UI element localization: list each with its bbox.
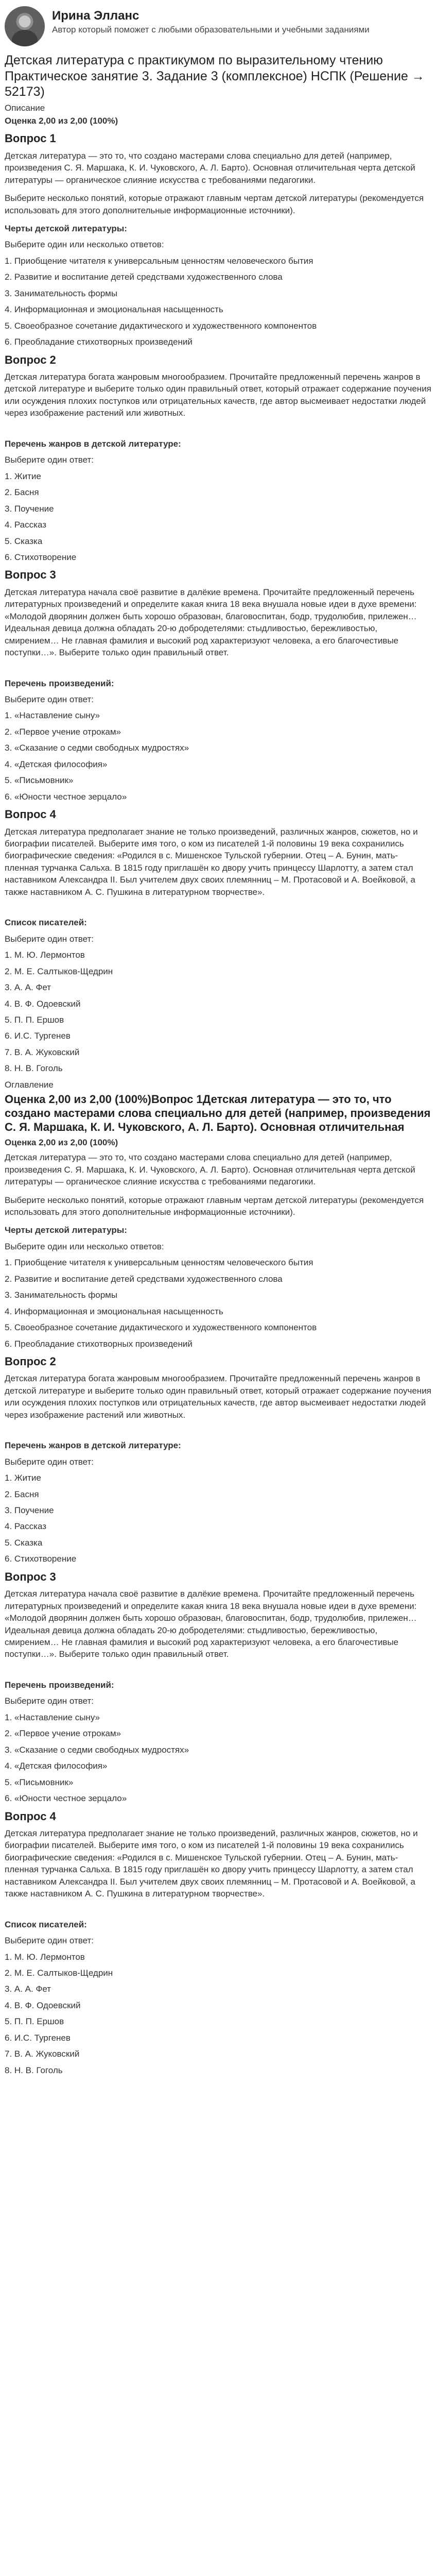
outline-section-title[interactable]: Оценка 2,00 из 2,00 (100%)Вопрос 1Детская литература — это то, что создано мастерами слова специально для детей (например, произведения С. Я. Маршака, К. И. Чуковского, А. Л. Барто). Основная отличительная bbox=[5, 1093, 431, 1133]
option-item: 6. Стихотворение bbox=[5, 1554, 77, 1564]
option-item: 4. Рассказ bbox=[5, 1521, 46, 1532]
author-card bbox=[5, 6, 431, 46]
option-item: 6. «Юности честное зерцало» bbox=[5, 791, 127, 802]
option-item: 3. «Сказание о седми свободных мудростях» bbox=[5, 743, 189, 753]
question-title: Вопрос 2 bbox=[5, 353, 56, 366]
options-prompt: Выберите один ответ: bbox=[5, 934, 94, 944]
option-item: 6. «Юности честное зерцало» bbox=[5, 1793, 127, 1804]
spacer bbox=[5, 1667, 431, 1674]
question-instruction: Выберите несколько понятий, которые отражают главным чертам детской литературы (рекомендуется использовать для этого дополнительные информационные источники). bbox=[5, 1195, 424, 1217]
option-item: 5. Сказка bbox=[5, 1537, 43, 1548]
option-item: 4. Рассказ bbox=[5, 520, 46, 530]
option-item: 6. Преобладание стихотворных произведений bbox=[5, 337, 193, 347]
options-list bbox=[5, 255, 431, 348]
avatar[interactable] bbox=[5, 6, 45, 46]
options-list bbox=[5, 709, 431, 803]
option-item: 4. «Детская философия» bbox=[5, 759, 108, 769]
option-item: 5. Своеобразное сочетание дидактического и художественного компонентов bbox=[5, 1323, 317, 1333]
page-title: Детская литература с практикумом по выразительному чтению Практическое занятие 3. Задание 3 (комплексное) НСПК (Решение → 52173) bbox=[5, 53, 425, 99]
options-heading: Перечень жанров в детской литературе: bbox=[5, 438, 181, 449]
options-heading: Перечень произведений: bbox=[5, 1680, 114, 1690]
question-text: Детская литература богата жанровым многообразием. Прочитайте предложенный перечень жанров в детской литературе и выберите только один правильный ответ, который отражает содержание поучения или осуждения плохих поступков или отрицательных качеств, где автор высмеивает недостатки людей через изображение растений или животных. bbox=[5, 372, 431, 418]
question-block bbox=[5, 807, 431, 1075]
question-block bbox=[5, 352, 431, 564]
option-item: 2. Развитие и воспитание детей средствами художественного слова bbox=[5, 1274, 283, 1284]
question-title: Вопрос 1 bbox=[5, 132, 56, 145]
options-list bbox=[5, 470, 431, 564]
author-description: Автор который поможет с любыми образовательными и учебными заданиями bbox=[52, 25, 370, 35]
question-block bbox=[5, 1151, 431, 1350]
question-text: Детская литература — это то, что создано мастерами слова специально для детей (например, произведения С. Я. Маршака, К. И. Чуковского, А. Л. Барто). Основная отличительная черта детской литературы — органическое слияние искусства с требованиями педагогики. bbox=[5, 1153, 415, 1187]
question-block bbox=[5, 1569, 431, 1805]
option-item: 3. Поучение bbox=[5, 1505, 54, 1516]
option-item: 3. Поучение bbox=[5, 503, 54, 514]
options-prompt: Выберите один ответ: bbox=[5, 694, 94, 704]
option-item: 4. «Детская философия» bbox=[5, 1761, 108, 1771]
spacer bbox=[5, 1427, 431, 1434]
option-item: 1. Приобщение читателя к универсальным ценностям человеческого бытия bbox=[5, 256, 313, 266]
spacer bbox=[5, 665, 431, 672]
option-item: 5. Своеобразное сочетание дидактического и художественного компонентов bbox=[5, 320, 317, 331]
question-instruction: Выберите несколько понятий, которые отражают главным чертам детской литературы (рекомендуется использовать для этого дополнительные информационные источники). bbox=[5, 193, 424, 215]
option-item: 6. И.С. Тургенев bbox=[5, 1031, 71, 1041]
options-heading: Черты детской литературы: bbox=[5, 1225, 127, 1235]
question-title: Вопрос 4 bbox=[5, 1809, 56, 1823]
options-prompt: Выберите один ответ: bbox=[5, 1936, 94, 1946]
option-item: 2. Басня bbox=[5, 1489, 39, 1499]
option-item: 1. Житие bbox=[5, 1473, 41, 1483]
description-label: Описание bbox=[5, 103, 45, 113]
option-item: 1. Приобщение читателя к универсальным ценностям человеческого бытия bbox=[5, 1258, 313, 1268]
options-list bbox=[5, 1951, 431, 2077]
outline-label: Оглавление bbox=[5, 1079, 54, 1090]
option-item: 6. Стихотворение bbox=[5, 552, 77, 562]
question-block bbox=[5, 1809, 431, 2077]
option-item: 4. В. Ф. Одоевский bbox=[5, 2000, 81, 2010]
options-heading: Черты детской литературы: bbox=[5, 224, 127, 234]
options-prompt: Выберите один или несколько ответов: bbox=[5, 1241, 164, 1251]
question-block bbox=[5, 567, 431, 803]
option-item: 5. «Письмовник» bbox=[5, 1777, 74, 1787]
question-title: Вопрос 3 bbox=[5, 568, 56, 582]
option-item: 6. И.С. Тургенев bbox=[5, 2032, 71, 2043]
option-item: 5. П. П. Ершов bbox=[5, 1014, 64, 1025]
spacer bbox=[5, 1906, 431, 1913]
options-prompt: Выберите один ответ: bbox=[5, 455, 94, 465]
score-line: Оценка 2,00 из 2,00 (100%) bbox=[5, 1137, 118, 1147]
question-block bbox=[5, 131, 431, 348]
question-text: Детская литература предполагает знание не только произведений, различных жанров, сюжетов, но и биографии писателей. Выберите имя того, о ком из писателей 1-й половины 19 века сохранились биографические сведения: «Родился в с. Мишенское Тульской губернии. Отец – А. Бунин, мать-пленная турчанка Сальха. В 1815 году приглашён ко двору учить принцессу Шарлотту, а затем стал наставником Александра II. Был учителем двух своих племянниц – М. Протасовой и А. Воейковой, а также наставником А. С. Пушкина в литературном творчестве». bbox=[5, 1828, 418, 1899]
option-item: 2. Развитие и воспитание детей средствами художественного слова bbox=[5, 272, 283, 282]
option-item: 2. «Первое учение отрокам» bbox=[5, 1728, 121, 1739]
option-item: 2. «Первое учение отрокам» bbox=[5, 726, 121, 737]
option-item: 1. Житие bbox=[5, 471, 41, 481]
option-item: 7. В. А. Жуковский bbox=[5, 1047, 80, 1057]
option-item: 5. Сказка bbox=[5, 536, 43, 546]
option-item: 5. П. П. Ершов bbox=[5, 2016, 64, 2027]
option-item: 8. Н. В. Гоголь bbox=[5, 2065, 63, 2075]
option-item: 7. В. А. Жуковский bbox=[5, 2049, 80, 2059]
option-item: 1. М. Ю. Лермонтов bbox=[5, 1952, 85, 1962]
option-item: 1. «Наставление сыну» bbox=[5, 710, 100, 721]
option-item: 3. «Сказание о седми свободных мудростях» bbox=[5, 1744, 189, 1755]
option-item: 8. Н. В. Гоголь bbox=[5, 1063, 63, 1074]
option-item: 3. Занимательность формы bbox=[5, 288, 118, 298]
options-prompt: Выберите один или несколько ответов: bbox=[5, 240, 164, 250]
options-list bbox=[5, 1257, 431, 1350]
option-item: 1. М. Ю. Лермонтов bbox=[5, 950, 85, 960]
option-item: 4. В. Ф. Одоевский bbox=[5, 998, 81, 1009]
options-prompt: Выберите один ответ: bbox=[5, 1456, 94, 1467]
author-info bbox=[52, 6, 370, 36]
author-name[interactable]: Ирина Элланс bbox=[52, 9, 139, 23]
option-item: 5. «Письмовник» bbox=[5, 775, 74, 786]
question-text: Детская литература начала своё развитие в далёкие времена. Прочитайте предложенный перечень литературных произведений и определите какая книга 18 века внушала новые идеи в духе времени: «Молодой дворянин должен быть хорошо образован, благовоспитан, бодр, трудолюбив, прилежен… Идеальная девица должна обладать 20-ю добродетелями: стыдливостью, бережливостью, смирением… Не главная фамилия и высокий род характеризуют человека, а его благочестивые поступки…». Выберите только один правильный ответ. bbox=[5, 587, 417, 658]
question-block bbox=[5, 1354, 431, 1565]
options-prompt: Выберите один ответ: bbox=[5, 1696, 94, 1706]
option-item: 1. «Наставление сыну» bbox=[5, 1712, 100, 1722]
option-item: 3. Занимательность формы bbox=[5, 1290, 118, 1300]
question-text: Детская литература богата жанровым многообразием. Прочитайте предложенный перечень жанров в детской литературе и выберите только один правильный ответ, который отражает содержание поучения или осуждения плохих поступков или отрицательных качеств, где автор высмеивает недостатки людей через изображение растений или животных. bbox=[5, 1374, 431, 1420]
question-title: Вопрос 3 bbox=[5, 1570, 56, 1583]
options-list bbox=[5, 949, 431, 1075]
option-item: 3. А. А. Фет bbox=[5, 982, 51, 993]
question-title: Вопрос 2 bbox=[5, 1355, 56, 1368]
option-item: 6. Преобладание стихотворных произведений bbox=[5, 1338, 193, 1349]
option-item: 4. Информационная и эмоциональная насыщенность bbox=[5, 1306, 223, 1316]
option-item: 3. А. А. Фет bbox=[5, 1984, 51, 1994]
option-item: 2. М. Е. Салтыков-Щедрин bbox=[5, 1968, 113, 1978]
options-list bbox=[5, 1472, 431, 1565]
question-title: Вопрос 4 bbox=[5, 808, 56, 821]
spacer bbox=[5, 426, 431, 433]
option-item: 2. Басня bbox=[5, 487, 39, 498]
option-item: 2. М. Е. Салтыков-Щедрин bbox=[5, 966, 113, 976]
question-text: Детская литература — это то, что создано мастерами слова специально для детей (например, произведения С. Я. Маршака, К. И. Чуковского, А. Л. Барто). Основная отличительная черта детской литературы — органическое слияние искусства с требованиями педагогики. bbox=[5, 150, 415, 185]
question-text: Детская литература начала своё развитие в далёкие времена. Прочитайте предложенный перечень литературных произведений и определите какая книга 18 века внушала новые идеи в духе времени: «Молодой дворянин должен быть хорошо образован, благовоспитан, бодр, трудолюбив, прилежен… Идеальная девица должна обладать 20-ю добродетелями: стыдливостью, бережливостью, смирением… Не главная фамилия и высокий род характеризуют человека, а его благочестивые поступки…». Выберите только один правильный ответ. bbox=[5, 1589, 417, 1659]
options-heading: Перечень жанров в детской литературе: bbox=[5, 1440, 181, 1451]
options-heading: Перечень произведений: bbox=[5, 678, 114, 688]
options-heading: Список писателей: bbox=[5, 918, 87, 928]
score-line: Оценка 2,00 из 2,00 (100%) bbox=[5, 115, 118, 126]
question-text: Детская литература предполагает знание не только произведений, различных жанров, сюжетов, но и биографии писателей. Выберите имя того, о ком из писателей 1-й половины 19 века сохранились биографические сведения: «Родился в с. Мишенское Тульской губернии. Отец – А. Бунин, мать-пленная турчанка Сальха. В 1815 году приглашён ко двору учить принцессу Шарлотту, а затем стал наставником Александра II. Был учителем двух своих племянниц – М. Протасовой и А. Воейковой, а также наставником А. С. Пушкина в литературном творчестве». bbox=[5, 826, 418, 897]
option-item: 4. Информационная и эмоциональная насыщенность bbox=[5, 304, 223, 315]
options-list bbox=[5, 1711, 431, 1805]
spacer bbox=[5, 904, 431, 911]
options-heading: Список писателей: bbox=[5, 1919, 87, 1929]
